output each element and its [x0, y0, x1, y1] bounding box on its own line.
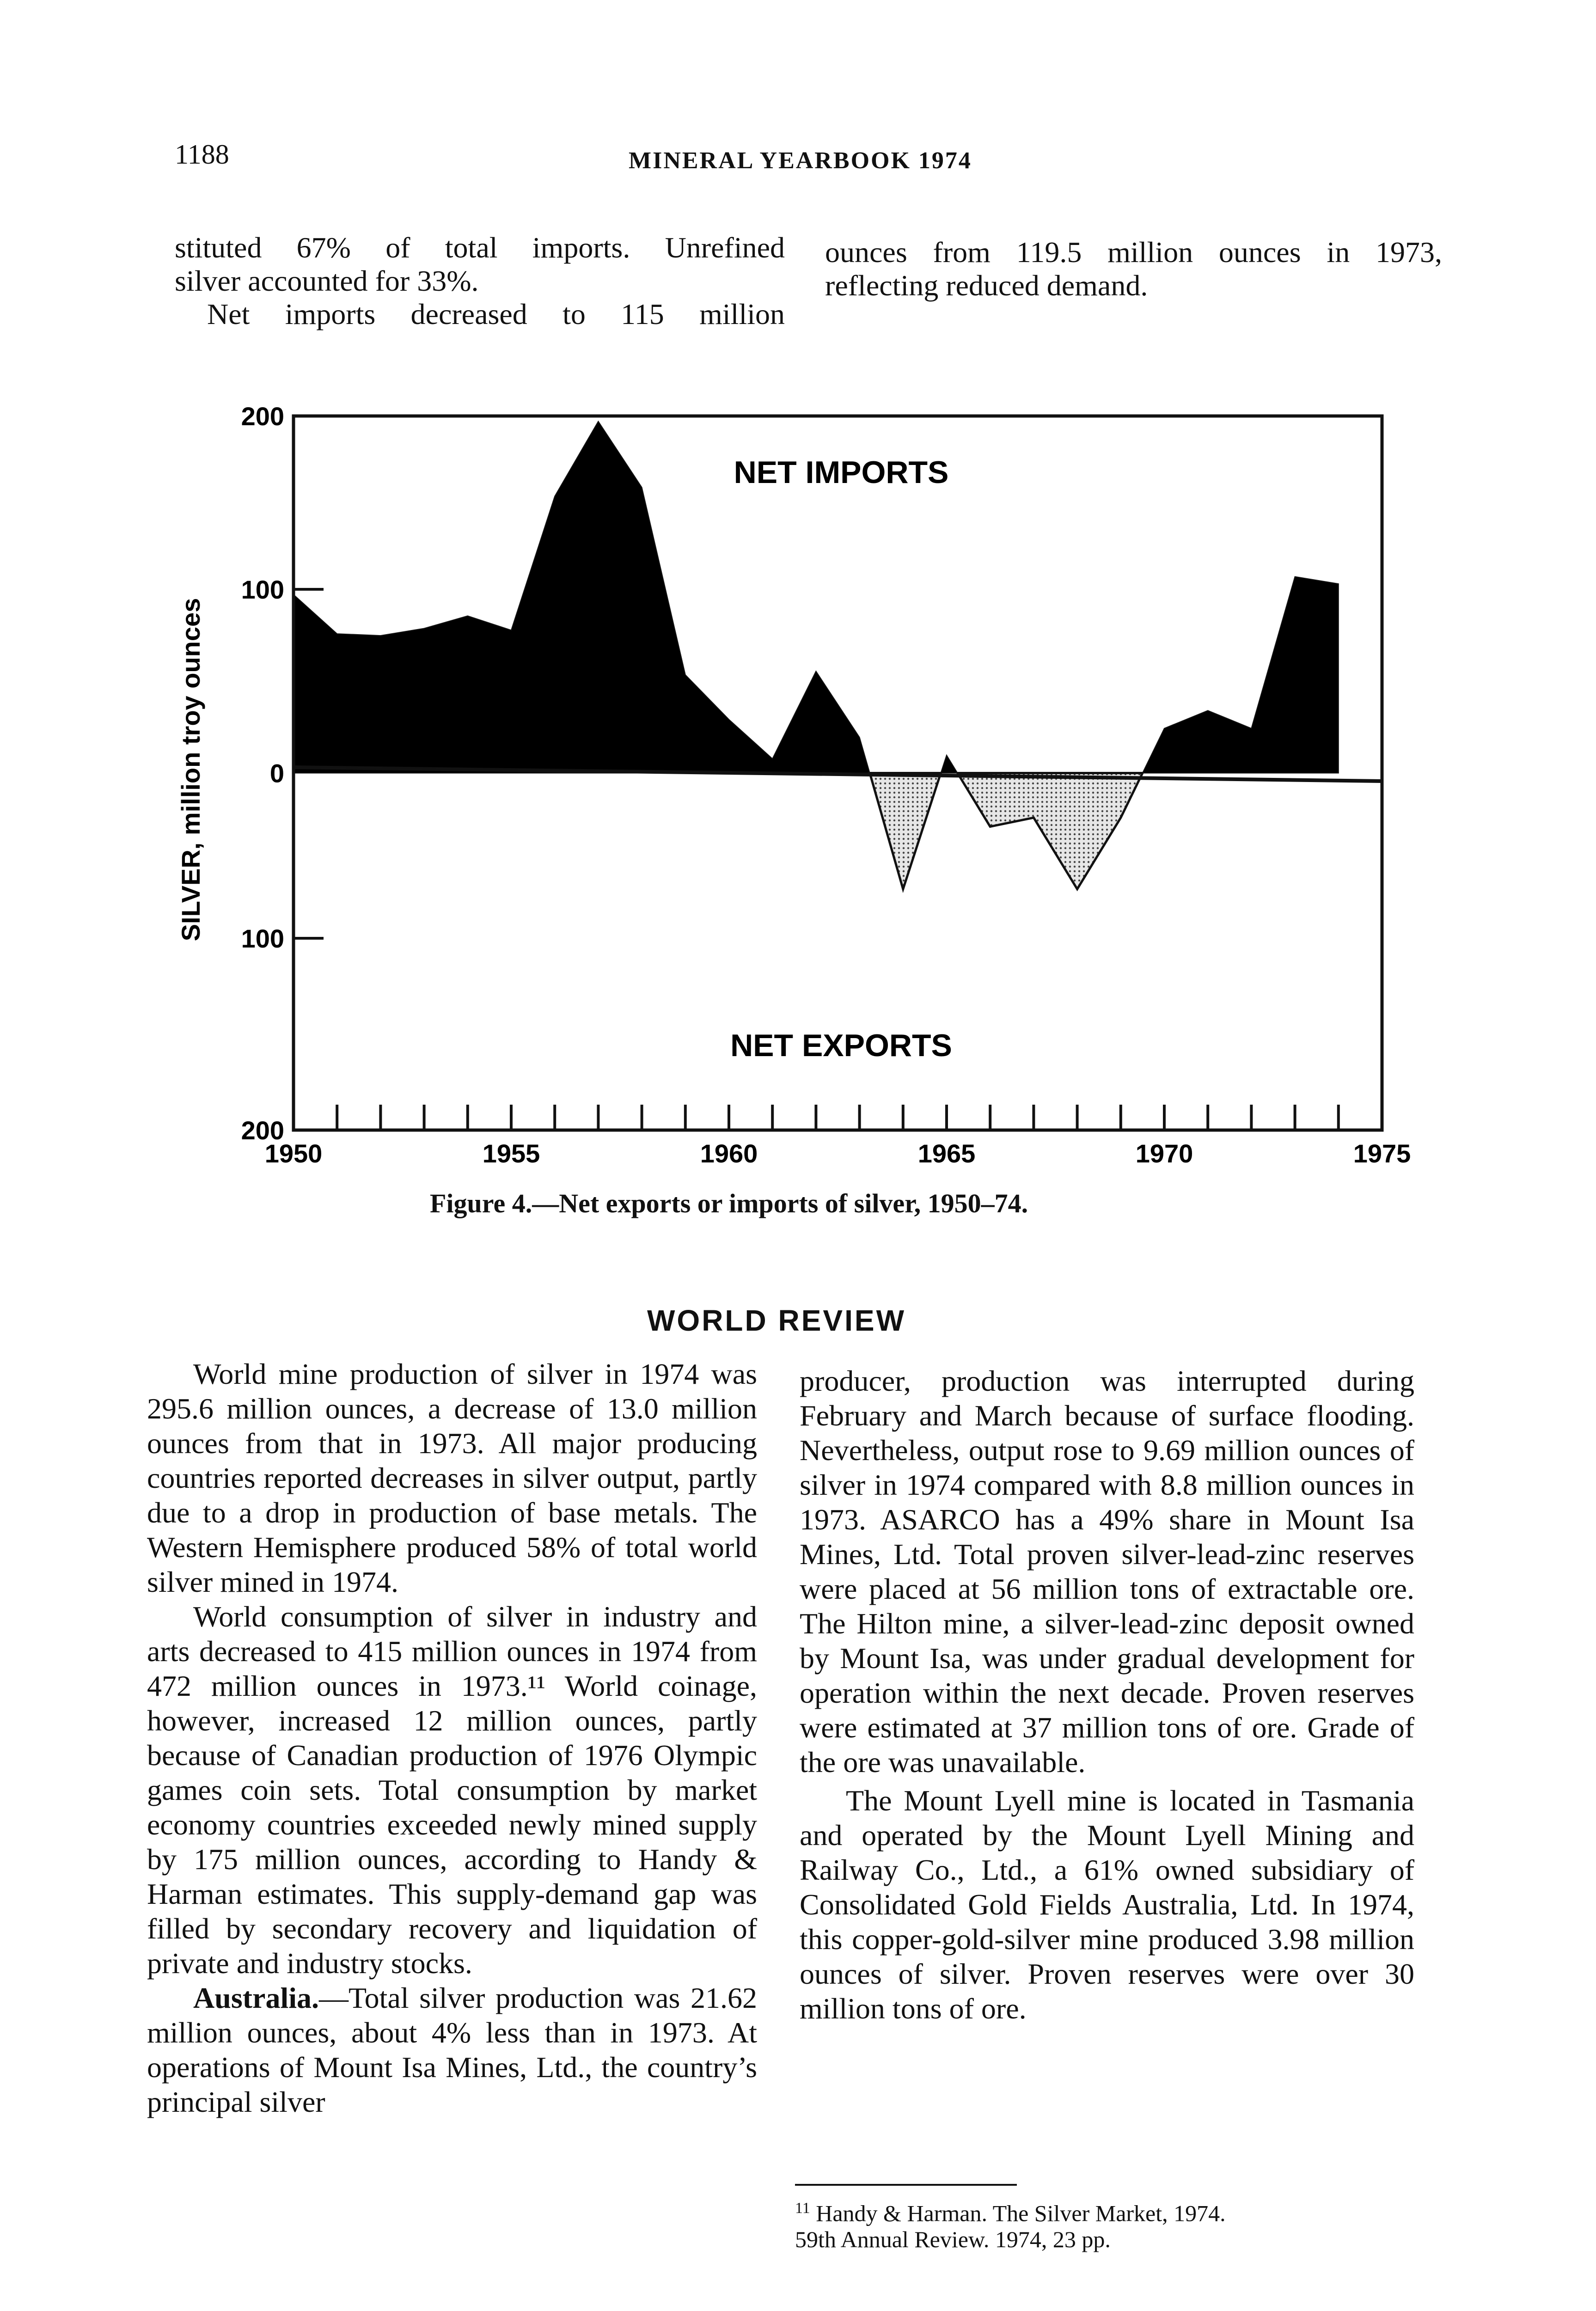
- footnote-line-1: [795, 2195, 1410, 2226]
- net-imports-area: [941, 755, 957, 773]
- plot-area: [293, 421, 1339, 890]
- page-number: 1188: [175, 139, 229, 170]
- paragraph-lead: Australia.: [193, 1981, 319, 2014]
- footnote-line-2: 59th Annual Review. 1974, 23 pp.: [795, 2226, 1111, 2252]
- net-exports-area: [870, 773, 941, 889]
- running-title: MINERAL YEARBOOK 1974: [629, 147, 972, 174]
- y-tick-label: 100: [241, 924, 284, 953]
- paragraph-body: —Total silver production was 21.62 million ounces, about 4% less than in 1973. At operations of Mount Isa Mines, Ltd., the country’s principal silver: [147, 1981, 757, 2118]
- x-tick-label: 1950: [264, 1139, 323, 1168]
- region-label-exports: NET EXPORTS: [730, 1028, 952, 1063]
- section-title: WORLD REVIEW: [647, 1304, 906, 1337]
- top-left-line: Net imports decreased to 115 million: [207, 298, 785, 330]
- x-tick-label: 1965: [917, 1139, 976, 1168]
- footnote-marker: 11: [795, 2200, 810, 2217]
- x-tick-label: 1960: [700, 1139, 758, 1168]
- net-exports-area: [958, 773, 1143, 889]
- right-column: [800, 1363, 1414, 2026]
- top-right-line: ounces from 119.5 million ounces in 1973,: [825, 236, 1442, 269]
- paragraph: World mine production of silver in 1974 was 295.6 million ounces, a decrease of 13.0 million ounces from that in 1973. All major producing countries reported decreases in silver output, partly due to a drop in production of base metals. The Western Hemisphere produced 58% of total world silver mined in 1974.: [147, 1357, 757, 1598]
- top-right-line: reflecting reduced demand.: [825, 269, 1148, 302]
- x-tick-label: 1955: [482, 1139, 540, 1168]
- x-tick-label: 1970: [1135, 1139, 1193, 1168]
- paragraph: [147, 1981, 757, 2119]
- paragraph: The Mount Lyell mine is located in Tasmania and operated by the Mount Lyell Mining and Railway Co., Ltd., a 61% owned subsidiary of Consolidated Gold Fields Australia, Ltd. In 1974, this copper-gold-silver mine produced 3.98 million ounces of silver. Proven reserves were over 30 million tons of ore.: [800, 1784, 1414, 2025]
- y-tick-label: 200: [241, 1116, 284, 1145]
- top-left-line: stituted 67% of total imports. Unrefined: [175, 231, 785, 264]
- paragraph: producer, production was interrupted during February and March because of surface flooding. Nevertheless, output rose to 9.69 million ounces of silver in 1974 compared with 8.8 million ounces in 1973. ASARCO has a 49% share in Mount Isa Mines, Ltd. Total proven silver-lead-zinc reserves were placed at 56 million tons of extractable ore. The Hilton mine, a silver-lead-zinc deposit owned by Mount Isa, was under gradual development for operation within the next decade. Proven reserves were estimated at 37 million tons of ore. Grade of the ore was unavailable.: [800, 1364, 1414, 1779]
- y-tick-label: 100: [241, 575, 284, 604]
- y-axis-label: SILVER, million troy ounces: [176, 598, 205, 942]
- footnote: [795, 2195, 1410, 2252]
- y-ticks: [241, 402, 284, 1145]
- x-ticks: [265, 1139, 1411, 1168]
- top-left-line: silver accounted for 33%.: [175, 264, 479, 297]
- footnote-rule: [795, 2184, 1017, 2186]
- y-tick-label: 200: [241, 402, 284, 431]
- net-imports-area: [1143, 577, 1339, 773]
- region-label-imports: NET IMPORTS: [734, 455, 949, 490]
- y-tick-label: 0: [269, 758, 284, 788]
- footnote-text: Handy & Harman. The Silver Market, 1974.: [816, 2200, 1226, 2226]
- figure-caption: Figure 4.—Net exports or imports of silver, 1950–74.: [430, 1188, 1028, 1218]
- x-tick-label: 1975: [1353, 1139, 1411, 1168]
- paragraph: World consumption of silver in industry and arts decreased to 415 million ounces in 1974 from 472 million ounces in 1973.¹¹ World coinage, however, increased 12 million ounces, partly because of Canadian production of 1976 Olympic games coin sets. Total consumption by market economy countries exceeded newly mined supply by 175 million ounces, according to Handy & Harman estimates. This supply-demand gap was filled by secondary recovery and liquidation of private and industry stocks.: [147, 1600, 757, 1980]
- left-column: [147, 1357, 757, 2119]
- x-minor-ticks: [337, 1105, 1339, 1130]
